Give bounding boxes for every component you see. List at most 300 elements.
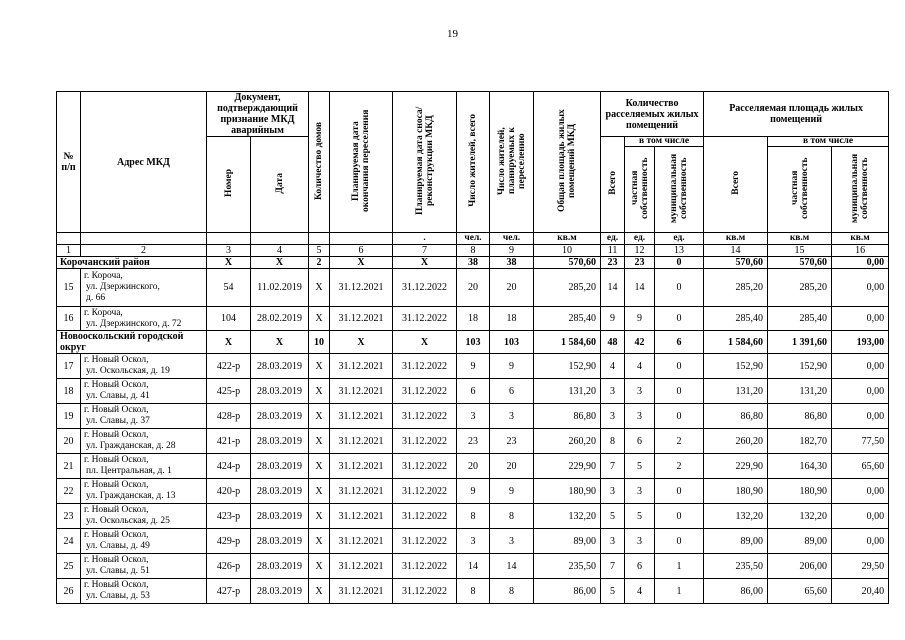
district-value: X xyxy=(393,331,457,354)
district-value: 10 xyxy=(309,331,330,354)
cell-rooms: 8 xyxy=(601,429,625,454)
cell-houses: X xyxy=(309,504,330,529)
address-line: г. Новый Оскол, xyxy=(84,505,149,515)
row-number: 21 xyxy=(57,454,81,479)
cell-houses: X xyxy=(309,429,330,454)
header-planned-demolition-text: Планируемая дата сноса/ реконструкции МКД xyxy=(414,106,435,215)
table-row xyxy=(57,404,889,429)
cell-rooms-mun: 2 xyxy=(655,429,704,454)
cell-res-plan: 8 xyxy=(490,504,534,529)
header-rooms-municipal xyxy=(655,147,704,233)
cell-area-mun: 0,00 xyxy=(832,379,889,404)
district-value: X xyxy=(207,331,251,354)
cell-res-plan: 20 xyxy=(490,269,534,307)
cell-doc-no: 420-р xyxy=(207,479,251,504)
district-row xyxy=(57,257,889,269)
column-number-row xyxy=(57,245,889,257)
header-residents-planned-text: Число жителей, планируемых к переселению xyxy=(496,126,527,195)
cell-doc-date: 28.03.2019 xyxy=(251,429,309,454)
header-area-group: Расселяемая площадь жилых помещений xyxy=(704,92,889,137)
cell-doc-date: 28.03.2019 xyxy=(251,354,309,379)
cell-res: 9 xyxy=(457,479,490,504)
cell-area-total: 235,50 xyxy=(704,554,768,579)
cell-houses: X xyxy=(309,479,330,504)
cell-area-total: 285,20 xyxy=(704,269,768,307)
cell-res: 8 xyxy=(457,579,490,604)
header-residents-total-text: Число жителей, всего xyxy=(468,114,479,207)
table-row xyxy=(57,579,889,604)
header-residents-total xyxy=(457,92,490,233)
district-value: X xyxy=(330,257,393,269)
row-number: 26 xyxy=(57,579,81,604)
header-num-text: № п/п xyxy=(61,151,76,173)
cell-demol: 31.12.2022 xyxy=(393,479,457,504)
row-address xyxy=(81,554,207,579)
header-num xyxy=(57,92,81,233)
cell-area-priv: 131,20 xyxy=(768,379,832,404)
header-houses-count-text: Количество домов xyxy=(314,121,325,200)
address-line: ул. Славы, д. 53 xyxy=(86,591,150,601)
cell-rooms: 3 xyxy=(601,479,625,504)
unit-cell: . xyxy=(393,233,457,245)
cell-doc-date: 28.03.2019 xyxy=(251,504,309,529)
resettlement-table xyxy=(56,91,889,604)
address-line: ул. Оскольская, д. 25 xyxy=(86,516,170,526)
cell-area-mun: 77,50 xyxy=(832,429,889,454)
column-number-cell: 1 xyxy=(57,245,81,257)
column-number-cell: 3 xyxy=(207,245,251,257)
cell-rooms: 3 xyxy=(601,404,625,429)
column-number-cell: 7 xyxy=(393,245,457,257)
cell-area-priv: 180,90 xyxy=(768,479,832,504)
cell-demol: 31.12.2022 xyxy=(393,554,457,579)
header-rooms-total-text: Всего xyxy=(607,171,618,195)
cell-rooms: 7 xyxy=(601,554,625,579)
cell-demol: 31.12.2022 xyxy=(393,429,457,454)
cell-houses: X xyxy=(309,554,330,579)
cell-area-priv: 132,20 xyxy=(768,504,832,529)
header-doc-date-text: Дата xyxy=(274,172,285,194)
cell-rooms-priv: 14 xyxy=(625,269,655,307)
header-planned-end-text: Планируемая дата окончания переселения xyxy=(351,109,372,212)
unit-cell: кв.м xyxy=(832,233,889,245)
cell-area-mun: 0,00 xyxy=(832,307,889,331)
cell-houses: X xyxy=(309,579,330,604)
row-address xyxy=(81,454,207,479)
cell-rooms-mun: 0 xyxy=(655,504,704,529)
address-line: ул. Дзержинского, д. 72 xyxy=(86,318,182,329)
row-number: 16 xyxy=(57,307,81,331)
cell-demol: 31.12.2022 xyxy=(393,579,457,604)
header-area-municipal-text: муниципальная собственность xyxy=(850,153,871,223)
cell-houses: X xyxy=(309,379,330,404)
cell-area: 86,00 xyxy=(534,579,601,604)
unit-cell: кв.м xyxy=(704,233,768,245)
row-address xyxy=(81,529,207,554)
cell-area-priv: 285,40 xyxy=(768,307,832,331)
table-row xyxy=(57,307,889,331)
cell-end: 31.12.2021 xyxy=(330,479,393,504)
table-row xyxy=(57,379,889,404)
cell-doc-date: 28.03.2019 xyxy=(251,379,309,404)
cell-doc-no: 54 xyxy=(207,269,251,307)
header-area-municipal xyxy=(832,147,889,233)
cell-doc-no: 427-р xyxy=(207,579,251,604)
cell-rooms-mun: 0 xyxy=(655,529,704,554)
cell-area: 89,00 xyxy=(534,529,601,554)
district-name: Корочанский район xyxy=(57,257,207,269)
cell-demol: 31.12.2022 xyxy=(393,454,457,479)
header-address: Адрес МКД xyxy=(81,92,207,233)
address-line: ул. Дзержинского, xyxy=(86,282,160,292)
cell-doc-date: 28.03.2019 xyxy=(251,404,309,429)
cell-area-priv: 86,80 xyxy=(768,404,832,429)
table-row xyxy=(57,529,889,554)
cell-rooms-mun: 0 xyxy=(655,354,704,379)
cell-area: 229,90 xyxy=(534,454,601,479)
district-name: Новооскольский городской округ xyxy=(57,331,207,354)
cell-rooms-priv: 3 xyxy=(625,404,655,429)
cell-rooms-priv: 6 xyxy=(625,554,655,579)
cell-area-priv: 65,60 xyxy=(768,579,832,604)
cell-res-plan: 3 xyxy=(490,404,534,429)
unit-cell: чел. xyxy=(490,233,534,245)
cell-area-total: 132,20 xyxy=(704,504,768,529)
address-line: г. Новый Оскол, xyxy=(84,405,149,415)
table-row xyxy=(57,504,889,529)
cell-end: 31.12.2021 xyxy=(330,454,393,479)
cell-rooms-priv: 4 xyxy=(625,354,655,379)
row-address xyxy=(81,429,207,454)
cell-area-total: 152,90 xyxy=(704,354,768,379)
cell-area-mun: 0,00 xyxy=(832,504,889,529)
cell-area: 180,90 xyxy=(534,479,601,504)
cell-doc-date: 28.03.2019 xyxy=(251,529,309,554)
column-number-cell: 5 xyxy=(309,245,330,257)
district-row xyxy=(57,331,889,354)
column-number-cell: 16 xyxy=(832,245,889,257)
row-number: 24 xyxy=(57,529,81,554)
district-value: 570,60 xyxy=(768,257,832,269)
district-value: 48 xyxy=(601,331,625,354)
row-address xyxy=(81,269,207,307)
cell-area-total: 89,00 xyxy=(704,529,768,554)
cell-end: 31.12.2021 xyxy=(330,554,393,579)
cell-area: 260,20 xyxy=(534,429,601,454)
cell-res: 20 xyxy=(457,454,490,479)
cell-rooms-mun: 0 xyxy=(655,379,704,404)
row-address xyxy=(81,504,207,529)
cell-houses: X xyxy=(309,404,330,429)
cell-area-total: 86,00 xyxy=(704,579,768,604)
cell-doc-date: 11.02.2019 xyxy=(251,269,309,307)
cell-res-plan: 9 xyxy=(490,354,534,379)
district-value: 23 xyxy=(601,257,625,269)
cell-end: 31.12.2021 xyxy=(330,579,393,604)
district-value: 38 xyxy=(490,257,534,269)
address-line: ул. Гражданская, д. 13 xyxy=(86,491,176,501)
cell-rooms: 3 xyxy=(601,379,625,404)
header-rooms-private-text: частная собственность xyxy=(629,157,650,219)
cell-demol: 31.12.2022 xyxy=(393,379,457,404)
cell-doc-date: 28.02.2019 xyxy=(251,307,309,331)
cell-res-plan: 14 xyxy=(490,554,534,579)
cell-doc-no: 422-р xyxy=(207,354,251,379)
cell-res: 14 xyxy=(457,554,490,579)
cell-doc-no: 425-р xyxy=(207,379,251,404)
district-value: X xyxy=(207,257,251,269)
address-line: ул. Славы, д. 51 xyxy=(86,566,150,576)
unit-cell: ед. xyxy=(601,233,625,245)
unit-cell xyxy=(251,233,309,245)
cell-end: 31.12.2021 xyxy=(330,379,393,404)
cell-area-total: 86,80 xyxy=(704,404,768,429)
row-number: 18 xyxy=(57,379,81,404)
district-value: 6 xyxy=(655,331,704,354)
column-number-cell: 13 xyxy=(655,245,704,257)
cell-res-plan: 8 xyxy=(490,579,534,604)
table-row xyxy=(57,354,889,379)
unit-cell xyxy=(309,233,330,245)
row-address xyxy=(81,479,207,504)
address-line: ул. Гражданская, д. 28 xyxy=(86,441,176,451)
cell-end: 31.12.2021 xyxy=(330,429,393,454)
cell-rooms-mun: 0 xyxy=(655,307,704,331)
table-row xyxy=(57,454,889,479)
cell-rooms: 7 xyxy=(601,454,625,479)
address-line: ул. Оскольская, д. 19 xyxy=(86,366,170,376)
cell-rooms-priv: 9 xyxy=(625,307,655,331)
cell-doc-no: 429-р xyxy=(207,529,251,554)
district-value: 1 391,60 xyxy=(768,331,832,354)
cell-area-priv: 89,00 xyxy=(768,529,832,554)
cell-doc-date: 28.03.2019 xyxy=(251,579,309,604)
cell-area-mun: 0,00 xyxy=(832,269,889,307)
cell-res-plan: 20 xyxy=(490,454,534,479)
row-number: 20 xyxy=(57,429,81,454)
cell-rooms: 9 xyxy=(601,307,625,331)
column-number-cell: 6 xyxy=(330,245,393,257)
cell-rooms-mun: 2 xyxy=(655,454,704,479)
cell-doc-no: 421-р xyxy=(207,429,251,454)
cell-rooms-mun: 1 xyxy=(655,579,704,604)
address-line: г. Новый Оскол, xyxy=(84,430,149,440)
header-rooms-private xyxy=(625,147,655,233)
header-planned-demolition xyxy=(393,92,457,233)
district-value: 1 584,60 xyxy=(704,331,768,354)
cell-rooms: 14 xyxy=(601,269,625,307)
cell-rooms-mun: 1 xyxy=(655,554,704,579)
address-line: г. Новый Оскол, xyxy=(84,380,149,390)
unit-cell xyxy=(57,233,81,245)
header-houses-count xyxy=(309,92,330,233)
cell-area-mun: 65,60 xyxy=(832,454,889,479)
column-number-cell: 12 xyxy=(625,245,655,257)
header-residents-planned xyxy=(490,92,534,233)
cell-res: 3 xyxy=(457,529,490,554)
cell-res-plan: 18 xyxy=(490,307,534,331)
cell-demol: 31.12.2022 xyxy=(393,269,457,307)
address-line: г. Новый Оскол, xyxy=(84,355,149,365)
header-document-group: Документ, подтверждающий признание МКД аварийным xyxy=(207,92,309,137)
header-rooms-group: Количество расселяемых жилых помещений xyxy=(601,92,704,137)
cell-res-plan: 3 xyxy=(490,529,534,554)
cell-area: 131,20 xyxy=(534,379,601,404)
header-rooms-municipal-text: муниципальная собственность xyxy=(669,153,690,223)
address-line: д. 66 xyxy=(86,293,106,303)
cell-area-mun: 20,40 xyxy=(832,579,889,604)
cell-area-total: 260,20 xyxy=(704,429,768,454)
unit-cell: чел. xyxy=(457,233,490,245)
cell-area-priv: 182,70 xyxy=(768,429,832,454)
cell-houses: X xyxy=(309,454,330,479)
cell-area: 285,20 xyxy=(534,269,601,307)
address-line: пл. Центральная, д. 1 xyxy=(86,466,172,476)
cell-res: 6 xyxy=(457,379,490,404)
cell-rooms: 5 xyxy=(601,579,625,604)
cell-houses: X xyxy=(309,529,330,554)
cell-area: 132,20 xyxy=(534,504,601,529)
address-line: г. Новый Оскол, xyxy=(84,555,149,565)
table-row xyxy=(57,429,889,454)
cell-end: 31.12.2021 xyxy=(330,307,393,331)
address-line: г. Новый Оскол, xyxy=(84,480,149,490)
cell-area-total: 285,40 xyxy=(704,307,768,331)
row-address xyxy=(81,579,207,604)
cell-rooms-mun: 0 xyxy=(655,479,704,504)
unit-cell xyxy=(330,233,393,245)
district-value: X xyxy=(251,331,309,354)
district-value: 2 xyxy=(309,257,330,269)
cell-houses: X xyxy=(309,307,330,331)
column-number-cell: 11 xyxy=(601,245,625,257)
header-rooms-total xyxy=(601,137,625,233)
row-number: 17 xyxy=(57,354,81,379)
address-line: г. Короча, xyxy=(84,271,123,281)
cell-houses: X xyxy=(309,354,330,379)
header-doc-number-text: Номер xyxy=(223,169,234,197)
district-value: 42 xyxy=(625,331,655,354)
page-number: 19 xyxy=(447,28,458,40)
header-area-including: в том числе xyxy=(768,137,889,147)
district-value: X xyxy=(330,331,393,354)
cell-area-total: 180,90 xyxy=(704,479,768,504)
header-area-private xyxy=(768,147,832,233)
cell-doc-no: 428-р xyxy=(207,404,251,429)
cell-res: 20 xyxy=(457,269,490,307)
district-value: X xyxy=(251,257,309,269)
cell-doc-no: 426-р xyxy=(207,554,251,579)
row-address xyxy=(81,404,207,429)
cell-area-mun: 0,00 xyxy=(832,529,889,554)
cell-demol: 31.12.2022 xyxy=(393,529,457,554)
cell-doc-date: 28.03.2019 xyxy=(251,454,309,479)
cell-demol: 31.12.2022 xyxy=(393,307,457,331)
cell-res-plan: 23 xyxy=(490,429,534,454)
cell-rooms-mun: 0 xyxy=(655,269,704,307)
cell-area-priv: 206,00 xyxy=(768,554,832,579)
cell-houses: X xyxy=(309,269,330,307)
cell-end: 31.12.2021 xyxy=(330,354,393,379)
cell-rooms-priv: 4 xyxy=(625,579,655,604)
cell-area-mun: 0,00 xyxy=(832,354,889,379)
cell-res-plan: 9 xyxy=(490,479,534,504)
table-row xyxy=(57,269,889,307)
header-row-1 xyxy=(57,92,889,137)
district-value: 1 584,60 xyxy=(534,331,601,354)
address-line: ул. Славы, д. 41 xyxy=(86,391,150,401)
cell-res: 3 xyxy=(457,404,490,429)
cell-demol: 31.12.2022 xyxy=(393,404,457,429)
cell-rooms-priv: 5 xyxy=(625,454,655,479)
unit-cell xyxy=(81,233,207,245)
cell-rooms: 5 xyxy=(601,504,625,529)
cell-area-priv: 152,90 xyxy=(768,354,832,379)
cell-res-plan: 6 xyxy=(490,379,534,404)
cell-demol: 31.12.2022 xyxy=(393,504,457,529)
column-number-cell: 4 xyxy=(251,245,309,257)
cell-rooms-mun: 0 xyxy=(655,404,704,429)
row-number: 25 xyxy=(57,554,81,579)
cell-area-total: 131,20 xyxy=(704,379,768,404)
district-value: 23 xyxy=(625,257,655,269)
cell-area-mun: 0,00 xyxy=(832,479,889,504)
address-line: г. Короча, xyxy=(84,307,123,318)
cell-area-mun: 29,50 xyxy=(832,554,889,579)
cell-area: 86,80 xyxy=(534,404,601,429)
cell-res: 9 xyxy=(457,354,490,379)
district-value: X xyxy=(393,257,457,269)
row-address xyxy=(81,354,207,379)
unit-cell: кв.м xyxy=(534,233,601,245)
cell-doc-no: 424-р xyxy=(207,454,251,479)
header-planned-end xyxy=(330,92,393,233)
header-rooms-including: в том числе xyxy=(625,137,704,147)
cell-area-mun: 0,00 xyxy=(832,404,889,429)
row-number: 19 xyxy=(57,404,81,429)
header-doc-date xyxy=(251,137,309,233)
address-line: г. Новый Оскол, xyxy=(84,530,149,540)
column-number-cell: 15 xyxy=(768,245,832,257)
unit-cell: ед. xyxy=(655,233,704,245)
district-value: 193,00 xyxy=(832,331,889,354)
district-value: 570,60 xyxy=(534,257,601,269)
row-address xyxy=(81,379,207,404)
column-number-cell: 8 xyxy=(457,245,490,257)
column-number-cell: 10 xyxy=(534,245,601,257)
header-total-area-text: Общая площадь жилых помещений МКД xyxy=(557,109,578,212)
district-value: 38 xyxy=(457,257,490,269)
cell-rooms-priv: 5 xyxy=(625,504,655,529)
cell-doc-date: 28.03.2019 xyxy=(251,479,309,504)
header-area-total xyxy=(704,137,768,233)
header-area-private-text: частная собственность xyxy=(789,157,810,219)
cell-demol: 31.12.2022 xyxy=(393,354,457,379)
address-line: г. Новый Оскол, xyxy=(84,455,149,465)
cell-rooms-priv: 3 xyxy=(625,529,655,554)
cell-end: 31.12.2021 xyxy=(330,269,393,307)
cell-area-priv: 164,30 xyxy=(768,454,832,479)
row-number: 23 xyxy=(57,504,81,529)
header-area-total-text: Всего xyxy=(730,171,741,195)
row-number: 15 xyxy=(57,269,81,307)
cell-area: 285,40 xyxy=(534,307,601,331)
district-value: 0,00 xyxy=(832,257,889,269)
row-number: 22 xyxy=(57,479,81,504)
district-value: 570,60 xyxy=(704,257,768,269)
cell-rooms: 4 xyxy=(601,354,625,379)
address-line: г. Новый Оскол, xyxy=(84,580,149,590)
